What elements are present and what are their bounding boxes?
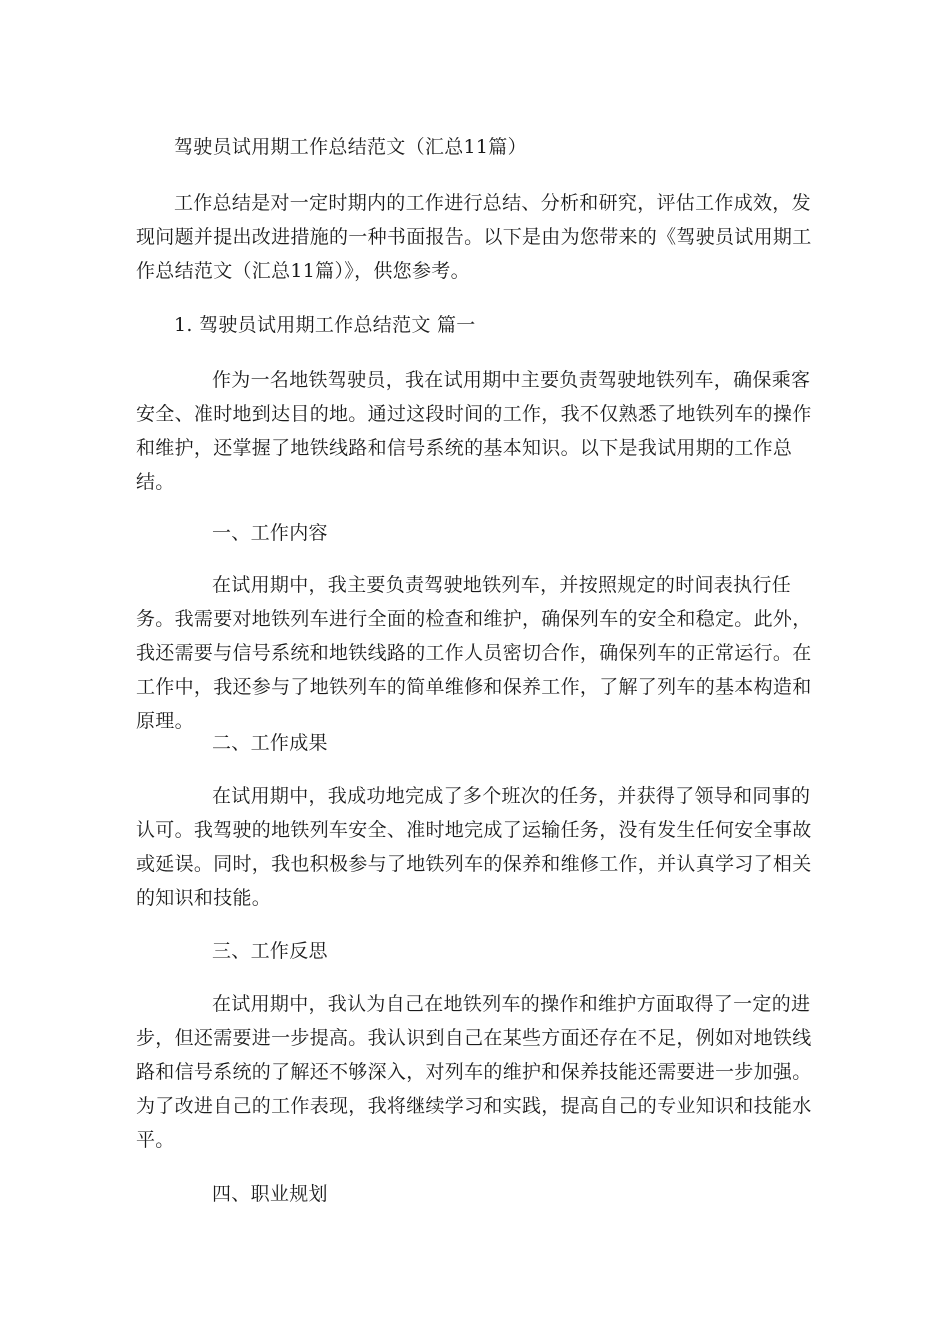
intro-paragraph: 工作总结是对一定时期内的工作进行总结、分析和研究，评估工作成效，发现问题并提出改进措施的一种书面报告。以下是由为您带来的《驾驶员试用期工作总结范文（汇总11篇）》，供您参考。: [136, 192, 812, 282]
heading-work-results: 二、工作成果: [212, 732, 328, 754]
paragraph-opening: 作为一名地铁驾驶员，我在试用期中主要负责驾驶地铁列车，确保乘客安全、准时地到达目的地。通过这段时间的工作，我不仅熟悉了地铁列车的操作和维护，还掌握了地铁线路和信号系统的基本知识。以下是我试用期的工作总结。: [136, 369, 812, 493]
heading-career-plan: 四、职业规划: [212, 1183, 328, 1205]
paragraph-work-content: 在试用期中，我主要负责驾驶地铁列车，并按照规定的时间表执行任务。我需要对地铁列车进行全面的检查和维护，确保列车的安全和稳定。此外，我还需要与信号系统和地铁线路的工作人员密切合作，确保列车的正常运行。在工作中，我还参与了地铁列车的简单维修和保养工作，了解了列车的基本构造和原理。: [136, 574, 812, 732]
paragraph-work-reflection: 在试用期中，我认为自己在地铁列车的操作和维护方面取得了一定的进步，但还需要进一步提高。我认识到自己在某些方面还存在不足，例如对地铁线路和信号系统的了解还不够深入，对列车的维护和保养技能还需要进一步加强。为了改进自己的工作表现，我将继续学习和实践，提高自己的专业知识和技能水平。: [136, 993, 812, 1151]
document-title: 驾驶员试用期工作总结范文（汇总11篇）: [174, 136, 527, 158]
heading-work-reflection: 三、工作反思: [212, 940, 328, 962]
paragraph-work-results: 在试用期中，我成功地完成了多个班次的任务，并获得了领导和同事的认可。我驾驶的地铁列车安全、准时地完成了运输任务，没有发生任何安全事故或延误。同时，我也积极参与了地铁列车的保养和维修工作，并认真学习了相关的知识和技能。: [136, 785, 812, 909]
section-title: 1. 驾驶员试用期工作总结范文 篇一: [174, 314, 476, 336]
heading-work-content: 一、工作内容: [212, 522, 328, 544]
